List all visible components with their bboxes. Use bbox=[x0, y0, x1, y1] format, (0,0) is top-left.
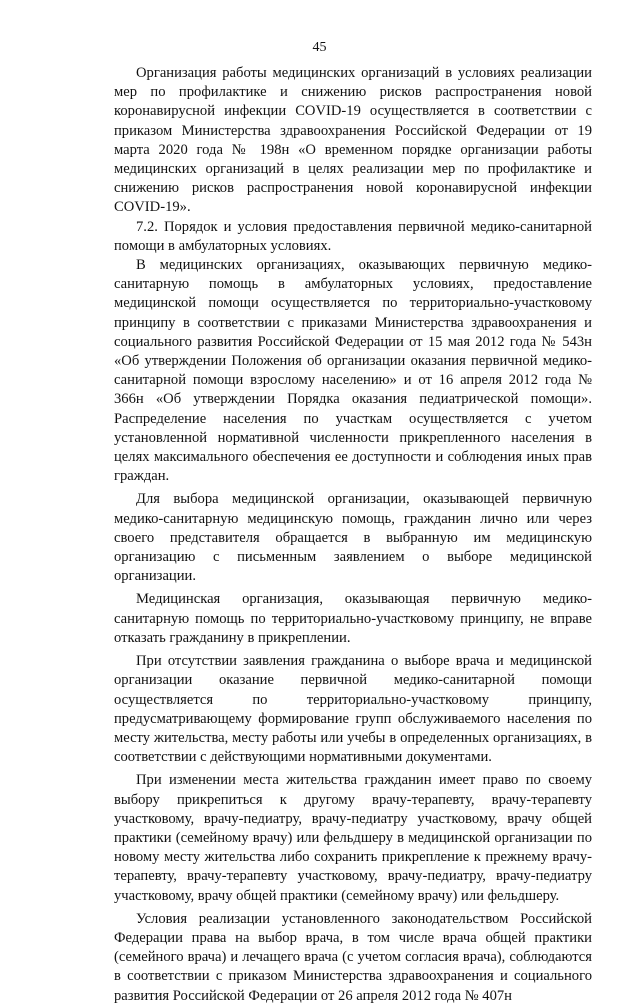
paragraph-right-to-choose-doctor: Условия реализации установленного законодательством Российской Федерации права на выбор врача, в том числе врача общей практики (семейного врача) и лечащего врача (с учетом согласия врача), соблюдаются в соответствии с приказом Министерства здравоохранения и социального развития Российской Федерации от 26 апреля 2012 года № 407н bbox=[114, 910, 592, 1004]
paragraph-choice-of-organization: Для выбора медицинской организации, оказывающей первичную медико-санитарную медицинскую помощь, гражданин лично или через своего представителя обращается в выбранную им медицинскую организацию с письменным заявлением о выборе медицинской организации. bbox=[114, 491, 592, 585]
paragraph-covid-organization: Организация работы медицинских организаций в условиях реализации мер по профилактике и снижению рисков распространения новой коронавирусной инфекции COVID-19 осуществляется в соответствии с приказом Министерства здравоохранения Российской Федерации от 19 марта 2020 года № 198н «О временном порядке организации работы медицинских организаций в целях реализации мер по профилактике и снижению рисков распространения новой коронавирусной инфекции COVID-19». bbox=[114, 65, 592, 216]
paragraph-change-of-residence: При изменении места жительства гражданин имеет право по своему выбору прикрепиться к другому врачу-терапевту, врачу-терапевту участковому, врачу-педиатру, врачу-педиатру участковому, врачу общей практики (семейному врачу) или фельдшеру в медицинской организации по новому месту жительства либо сохранить прикрепление к прежнему врачу-терапевту, врачу-терапевту участковому, врачу-педиатру, врачу-педиатру участковому, врачу общей практики (семейному врачу) или фельдшеру. bbox=[114, 772, 592, 904]
document-body bbox=[114, 64, 592, 1006]
paragraph-territorial-principle: В медицинских организациях, оказывающих первичную медико-санитарную помощь в амбулаторных условиях, предоставление медицинской помощи осуществляется по территориально-участковому принципу в соответствии с приказами Министерства здравоохранения и социального развития Российской Федерации от 15 мая 2012 года № 543н «Об утверждении Положения об организации оказания первичной медико-санитарной помощи взрослому населению» и от 16 апреля 2012 года № 366н «Об утверждении Порядка оказания педиатрической помощи». Распределение населения по участкам осуществляется с учетом установленной нормативной численности прикрепленного населения в целях максимального обеспечения ее доступности и соблюдения иных прав граждан. bbox=[114, 257, 592, 485]
page-number: 45 bbox=[312, 40, 327, 55]
paragraph-absence-of-application: При отсутствии заявления гражданина о выборе врача и медицинской организации оказание первичной медико-санитарной помощи осуществляется по территориально-участковому принципу, предусматривающему формирование групп обслуживаемого населения по месту жительства, месту работы или учебы в определенных организациях, в соответствии с действующими нормативными документами. bbox=[114, 653, 592, 766]
paragraph-no-refusal: Медицинская организация, оказывающая первичную медико-санитарную помощь по территориально-участковому принципу, не вправе отказать гражданину в прикреплении. bbox=[114, 591, 592, 646]
paragraph-section-7-2-heading: 7.2. Порядок и условия предоставления первичной медико-санитарной помощи в амбулаторных условиях. bbox=[114, 218, 592, 254]
